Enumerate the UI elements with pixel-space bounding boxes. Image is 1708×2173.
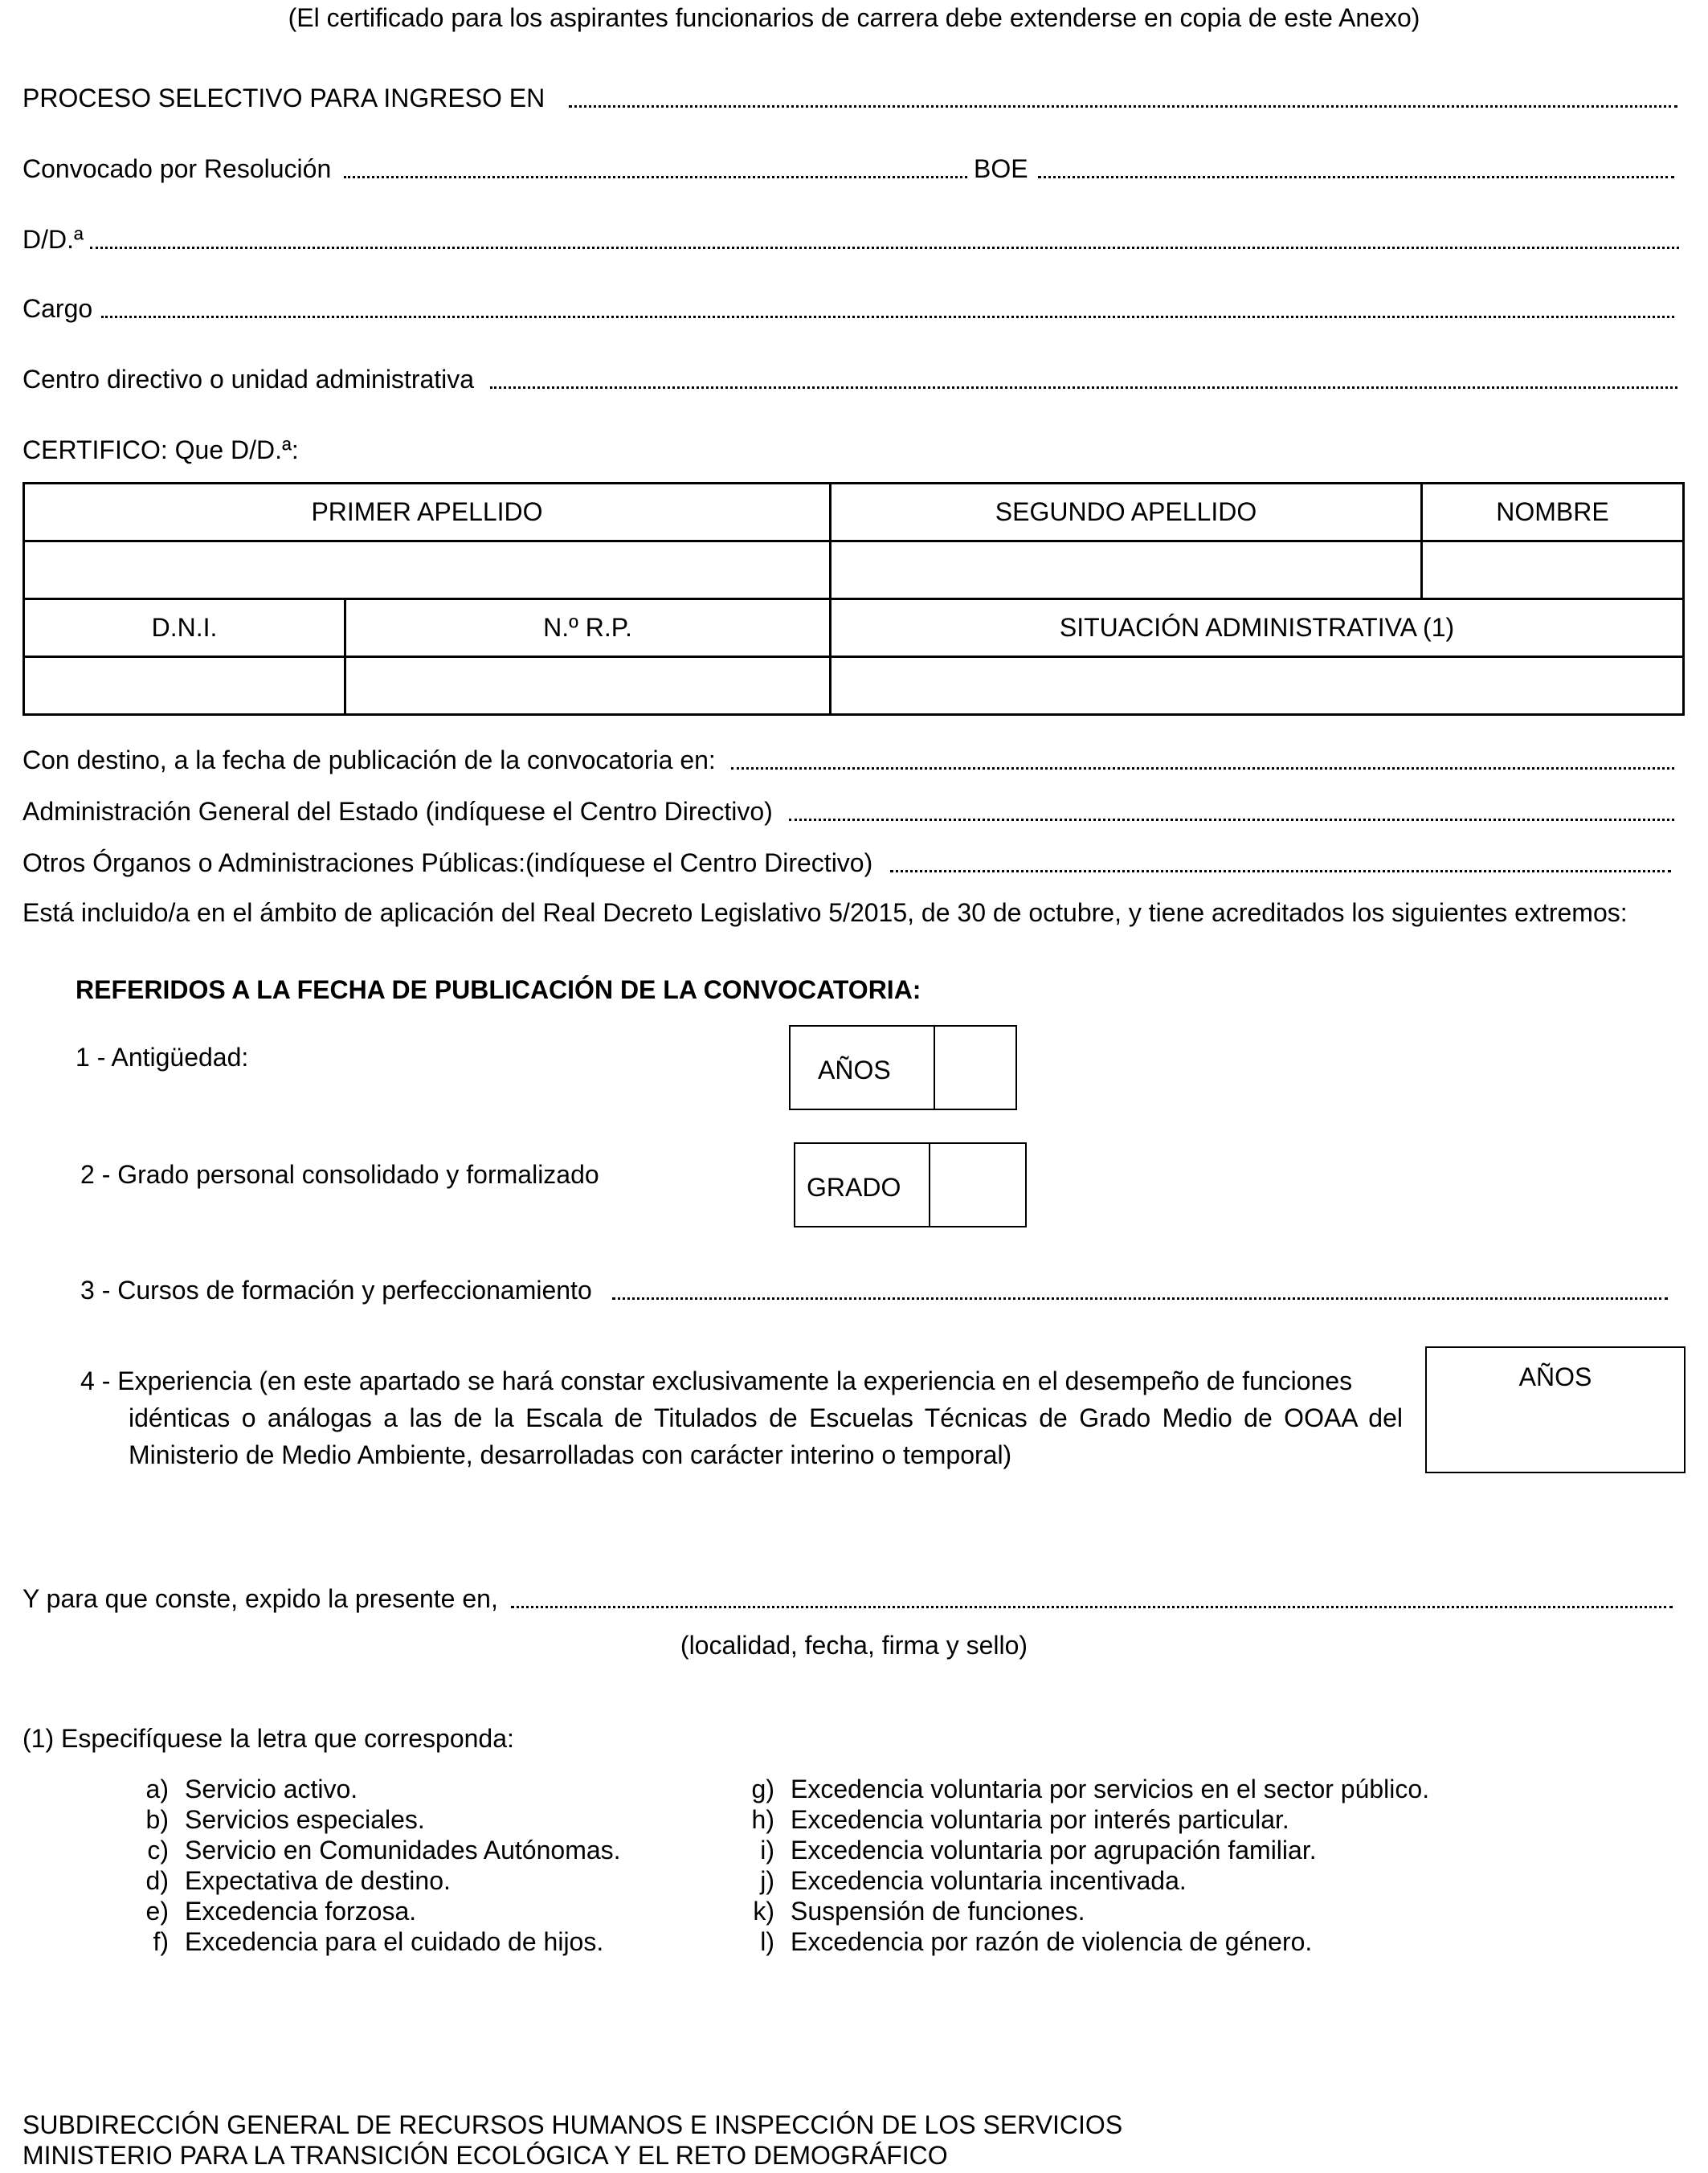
situacion-list-left [121,1774,621,1957]
list-item: i) Excedencia voluntaria por agrupación familiar. [760,1836,1317,1865]
nombre-cell[interactable] [1422,541,1684,599]
list-item: j) Excedencia voluntaria incentivada. [760,1866,1187,1895]
otros-field[interactable] [890,847,1671,879]
segundo-apellido-header: SEGUNDO APELLIDO [831,484,1422,541]
centro-label: Centro directivo o unidad administrativa [22,365,475,394]
list-item: b) Servicios especiales. [145,1805,425,1834]
experiencia-rest: idénticas o análogas a las de la Escala de Titulados de Escuelas Técnicas de Grado Medio de OOAA del Ministerio de Medio Ambiente, desarrolladas con carácter interino o temporal) [129,1403,1403,1469]
anos-input[interactable] [935,1027,1015,1109]
antiguedad-label: 1 - Antigüedad: [76,1043,249,1072]
experiencia-anos-label: AÑOS [1518,1362,1592,1391]
grado-label-text: 2 - Grado personal consolidado y formalizado [80,1160,599,1189]
con-destino-field[interactable] [731,744,1674,776]
list-item: l) Excedencia por razón de violencia de género. [760,1927,1313,1956]
grado-label: GRADO [807,1173,901,1202]
cursos-label: 3 - Cursos de formación y perfeccionamiento [80,1276,592,1305]
otros-label: Otros Órganos o Administraciones Públicas:(indíquese el Centro Directivo) [22,848,873,877]
experiencia-box[interactable] [1425,1346,1686,1473]
list-item: h) Excedencia voluntaria por interés particular. [751,1805,1289,1834]
segundo-apellido-cell[interactable] [831,541,1422,599]
personal-data-table [22,482,1685,716]
dni-header: D.N.I. [24,599,345,657]
cargo-field[interactable] [101,292,1674,325]
certifico-label: CERTIFICO: Que D/D.ª: [22,435,299,464]
list-item: k) Suspensión de funciones. [753,1897,1085,1926]
situacion-header: SITUACIÓN ADMINISTRATIVA (1) [831,599,1684,657]
list-item: c) Servicio en Comunidades Autónomas. [147,1836,621,1865]
nrp-cell[interactable] [345,657,831,715]
age-field[interactable] [789,795,1674,827]
age-label: Administración General del Estado (indíquese el Centro Directivo) [22,797,773,826]
footer [22,2110,1122,2171]
experiencia-paragraph [80,1362,1403,1473]
list-item: f) Excedencia para el cuidado de hijos. [153,1927,604,1956]
centro-field[interactable] [490,363,1677,395]
header-note: (El certificado para los aspirantes funcionarios de carrera debe extenderse en copia de este Anexo) [288,3,1420,32]
list-item: d) Expectativa de destino. [145,1866,451,1895]
proceso-field[interactable] [569,82,1677,114]
boe-field[interactable] [1038,153,1674,185]
situacion-cell[interactable] [831,657,1684,715]
footer-line-1: SUBDIRECCIÓN GENERAL DE RECURSOS HUMANOS E INSPECCIÓN DE LOS SERVICIOS [22,2110,1123,2139]
nrp-header: N.º R.P. [345,599,831,657]
boe-label: BOE [974,154,1028,183]
situacion-list-right [726,1774,1429,1957]
primer-apellido-header: PRIMER APELLIDO [24,484,831,541]
grado-box [794,1142,1027,1227]
primer-apellido-cell[interactable] [24,541,831,599]
antiguedad-box [789,1025,1017,1110]
resolucion-field[interactable] [344,153,967,185]
cursos-field[interactable] [612,1274,1668,1306]
dda-label: D/D.ª [22,225,84,254]
con-destino-label: Con destino, a la fecha de publicación de la convocatoria en: [22,745,716,774]
list-item: g) Excedencia voluntaria por servicios en el sector público. [751,1775,1430,1803]
dda-field[interactable] [90,223,1679,255]
conste-label: Y para que conste, expido la presente en, [22,1584,498,1613]
proceso-label: PROCESO SELECTIVO PARA INGRESO EN [22,84,545,112]
grado-input[interactable] [930,1144,1025,1226]
anos-label: AÑOS [818,1056,891,1084]
conste-field[interactable] [511,1583,1673,1615]
incluido-text: Está incluido/a en el ámbito de aplicación del Real Decreto Legislativo 5/2015, de 30 de octubre, y tiene acreditados los siguientes extremos: [22,898,1628,927]
list-item: a) Servicio activo. [145,1775,358,1803]
list-item: e) Excedencia forzosa. [145,1897,417,1926]
nota-title: (1) Especifíquese la letra que corresponda: [22,1724,514,1753]
localidad-note: (localidad, fecha, firma y sello) [680,1631,1028,1660]
cargo-label: Cargo [22,294,93,323]
footer-line-2: MINISTERIO PARA LA TRANSICIÓN ECOLÓGICA Y EL RETO DEMOGRÁFICO [22,2141,948,2170]
nombre-header: NOMBRE [1422,484,1684,541]
convocado-label: Convocado por Resolución [22,154,332,183]
experiencia-first-line: 4 - Experiencia (en este apartado se hará constar exclusivamente la experiencia en el desempeño de funciones [80,1366,1353,1395]
dni-cell[interactable] [24,657,345,715]
referidos-heading: REFERIDOS A LA FECHA DE PUBLICACIÓN DE LA CONVOCATORIA: [76,975,921,1004]
